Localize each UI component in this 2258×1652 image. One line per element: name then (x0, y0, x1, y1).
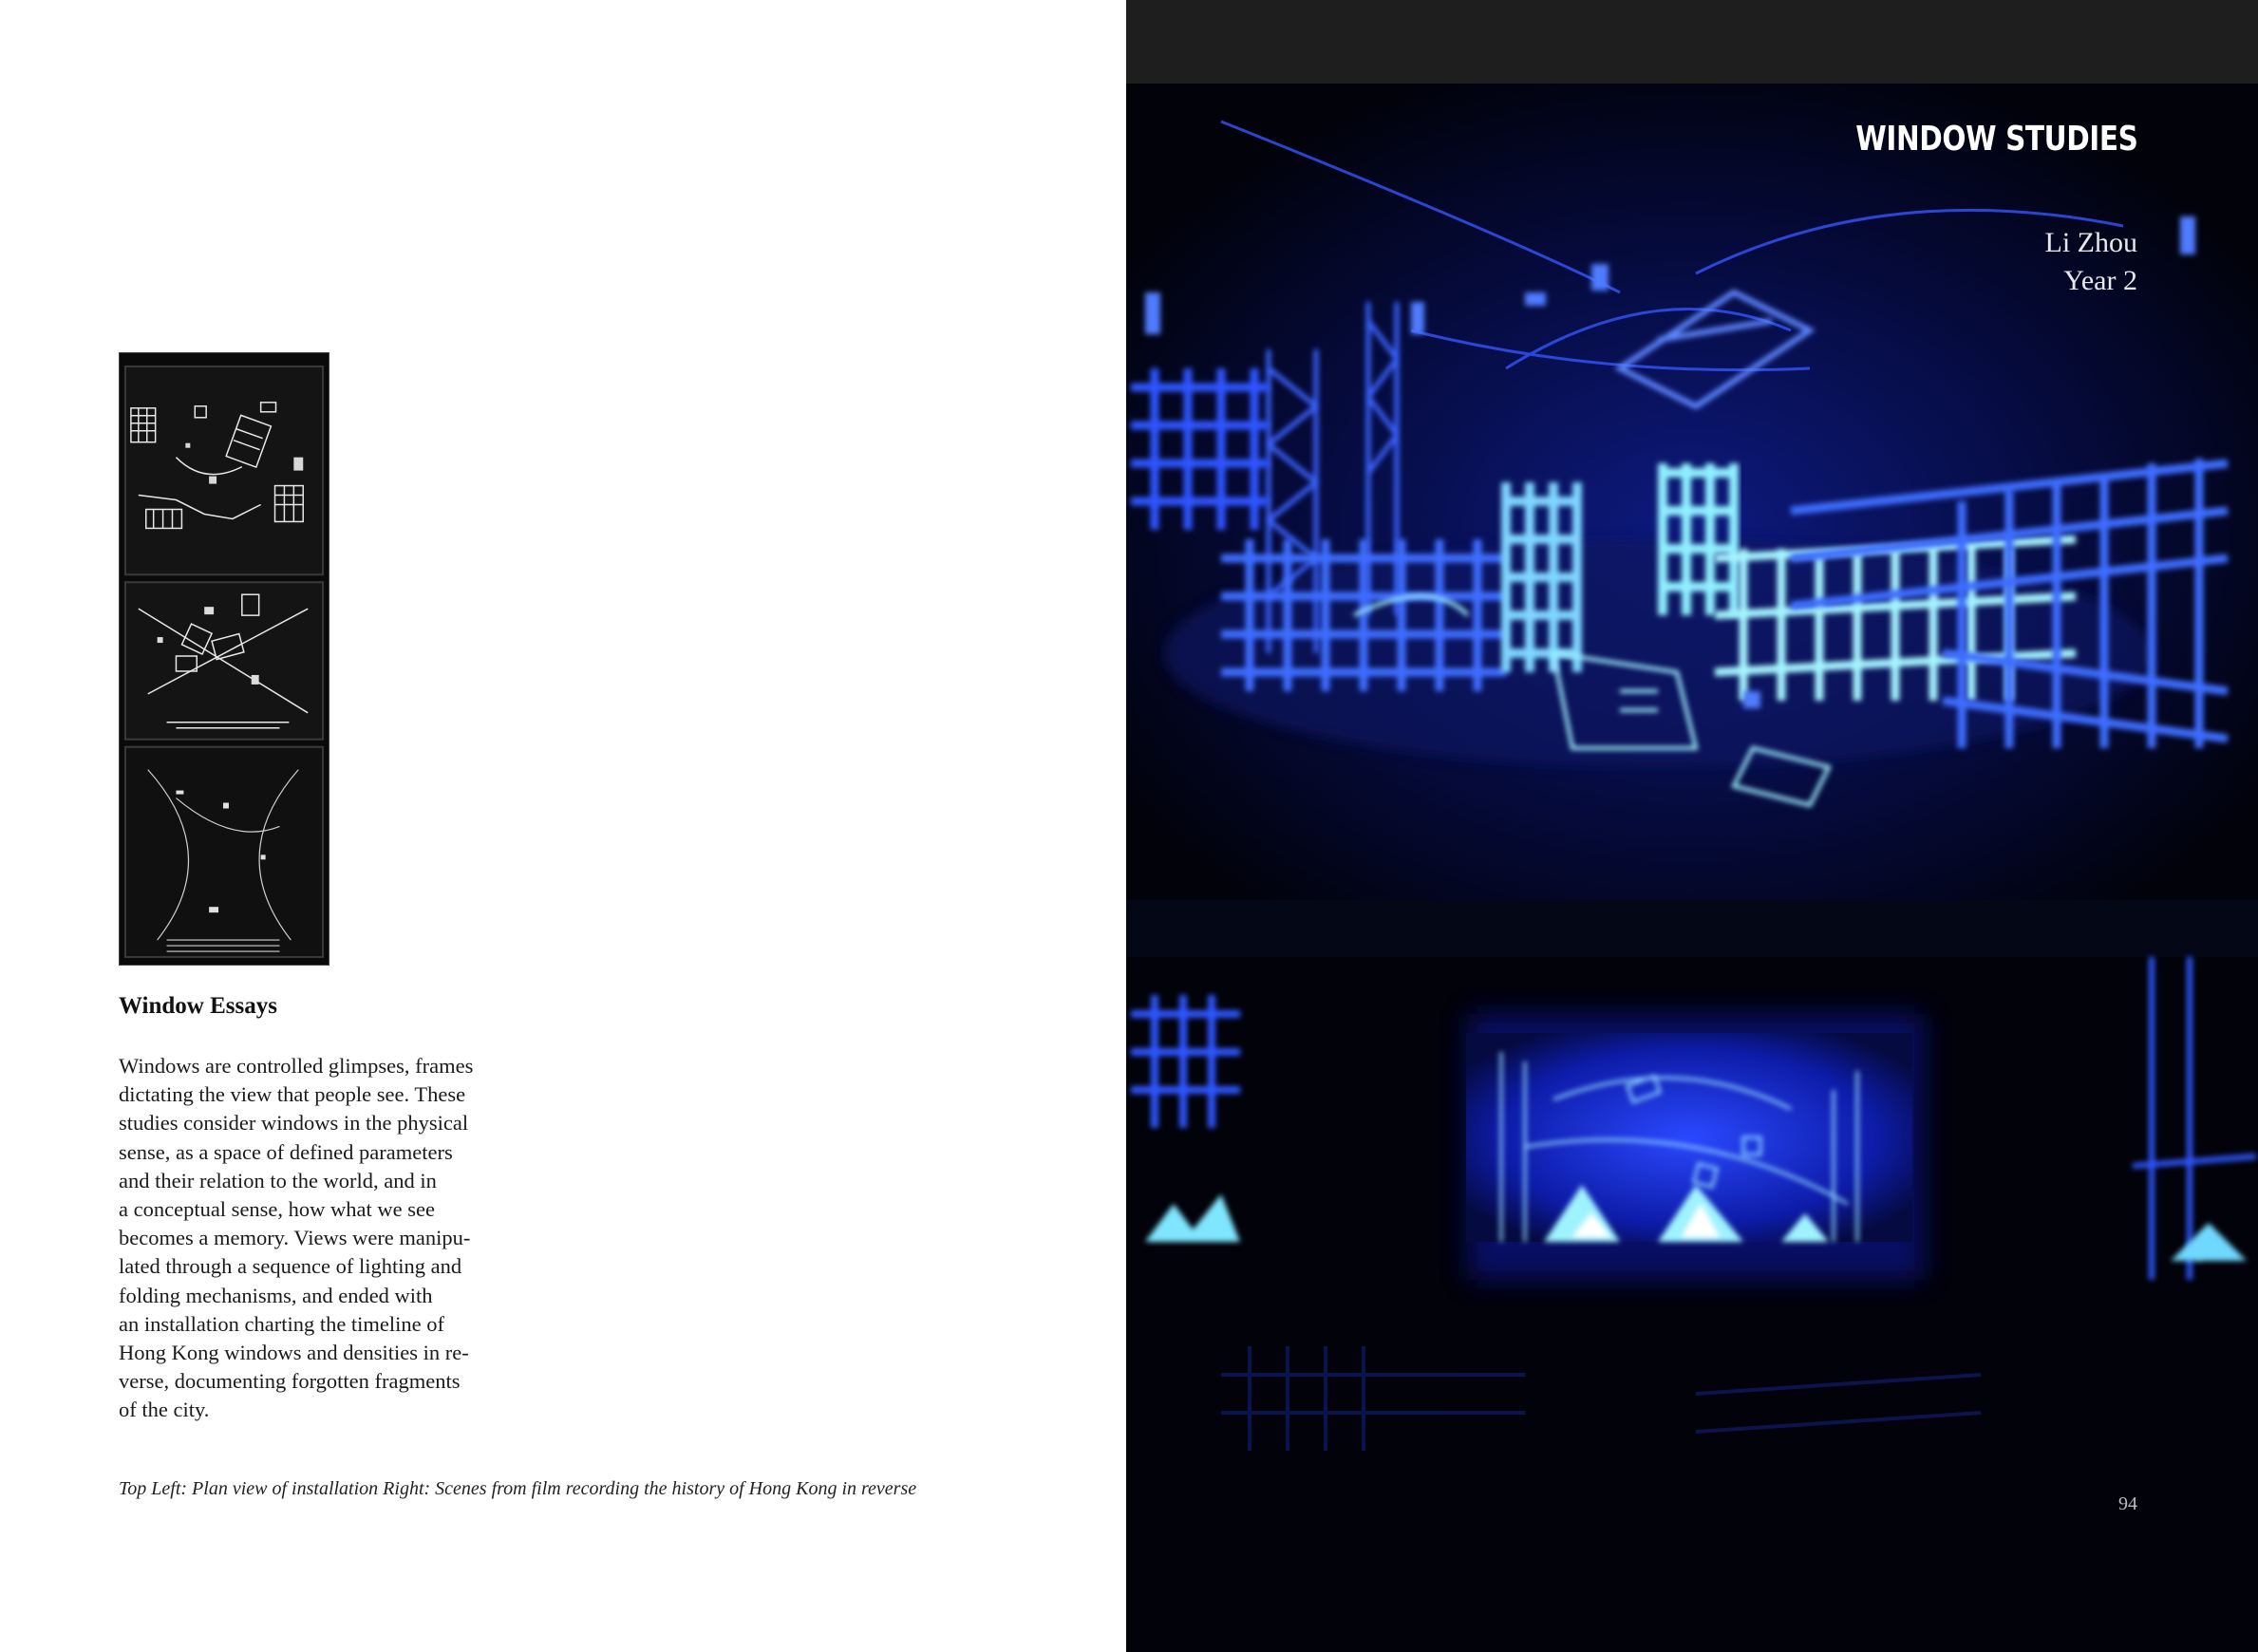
essay-line: of the city. (119, 1398, 210, 1422)
right-page (1126, 0, 2258, 1652)
essay-line: Hong Kong windows and densities in re- (119, 1341, 469, 1365)
essay-line: an installation charting the timeline of (119, 1311, 445, 1336)
page-number: 94 (2118, 1493, 2137, 1514)
installation-plan-image (119, 352, 329, 966)
author-block (2045, 224, 2138, 300)
essay-line: studies consider windows in the physical (119, 1111, 469, 1136)
figure-caption: Top Left: Plan view of installation Right: Scenes from film recording the history of Hong Kong in reverse (119, 1478, 917, 1499)
film-scene-photo-bottom (1126, 900, 2258, 1652)
essay-line: folding mechanisms, and ended with (119, 1283, 433, 1307)
essay-line: verse, documenting forgotten fragments (119, 1369, 461, 1394)
essay-title: Window Essays (119, 993, 277, 1019)
section-title: WINDOW STUDIES (1854, 120, 2137, 159)
essay-line: a conceptual sense, how what we see (119, 1197, 435, 1222)
essay-line: lated through a sequence of lighting and (119, 1254, 462, 1279)
essay-line: Windows are controlled glimpses, frames (119, 1054, 474, 1078)
essay-line: sense, as a space of defined parameters (119, 1139, 453, 1164)
film-scene-photo-top (1126, 84, 2258, 900)
essay-line: becomes a memory. Views were manipu- (119, 1226, 471, 1250)
essay-line: and their relation to the world, and in (119, 1168, 437, 1192)
top-band (1126, 0, 2258, 84)
essay-line: dictating the view that people see. These (119, 1082, 466, 1107)
author-name: Li Zhou (2044, 227, 2137, 258)
author-year: Year 2 (2063, 265, 2137, 296)
essay-body (119, 1052, 517, 1425)
left-page (0, 0, 1126, 1652)
